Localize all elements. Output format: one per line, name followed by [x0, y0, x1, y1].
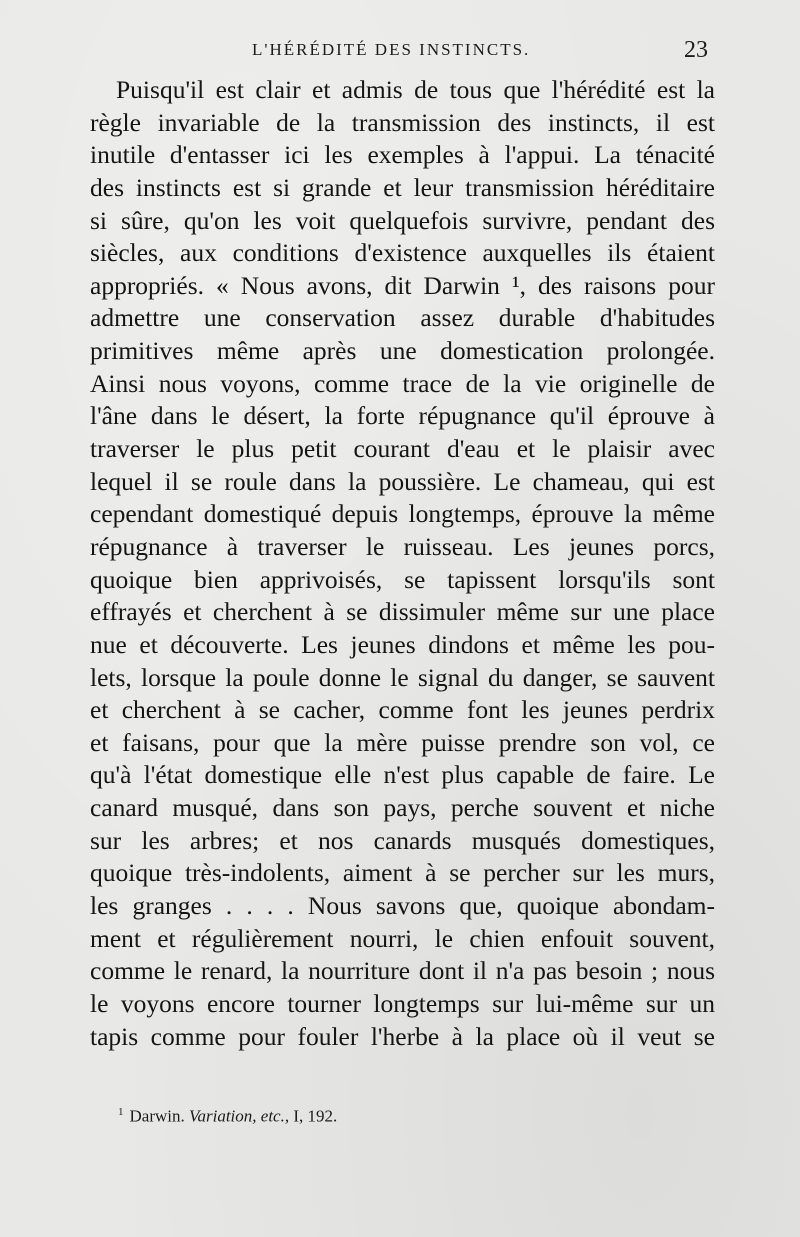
body-line: quoique bien apprivoisés, se tapissent lorsqu'ils sont [90, 564, 715, 594]
body-line: si sûre, qu'on les voit quelquefois survivre, pendant des [90, 205, 715, 235]
body-line: lequel il se roule dans la poussière. Le chameau, qui est [90, 466, 715, 496]
body-line: et cherchent à se cacher, comme font les jeunes perdrix [90, 695, 715, 725]
body-line: des instincts est si grande et leur transmission héréditaire [90, 172, 715, 202]
body-line: traverser le plus petit courant d'eau et le plaisir avec [90, 434, 715, 464]
body-line: canard musqué, dans son pays, perche souvent et niche [90, 793, 715, 823]
body-line: répugnance à traverser le ruisseau. Les jeunes porcs, [90, 531, 715, 561]
footnote-reference: I, 192. [293, 1106, 338, 1126]
body-line: les granges . . . . Nous savons que, quoique abondam- [90, 891, 715, 921]
footnote [118, 1106, 337, 1127]
body-line: l'âne dans le désert, la forte répugnance qu'il éprouve à [90, 401, 715, 431]
body-text [90, 74, 715, 1053]
body-line: Puisqu'il est clair et admis de tous que l'hérédité est la [116, 75, 715, 104]
body-line: qu'à l'état domestique elle n'est plus capable de faire. Le [90, 760, 715, 790]
body-line: nue et découverte. Les jeunes dindons et même les pou- [90, 629, 715, 659]
body-line: lets, lorsque la poule donne le signal du danger, se sauvent [90, 662, 715, 692]
body-line: inutile d'entasser ici les exemples à l'appui. La ténacité [90, 140, 715, 170]
body-line: siècles, aux conditions d'existence auxquelles ils étaient [90, 238, 715, 268]
body-line: ment et régulièrement nourri, le chien enfouit souvent, [90, 923, 715, 953]
footnote-author: Darwin. [129, 1106, 185, 1126]
body-line: primitives même après une domestication prolongée. [90, 336, 715, 366]
body-line: sur les arbres; et nos canards musqués domestiques, [90, 825, 715, 855]
body-line: cependant domestiqué depuis longtemps, éprouve la même [90, 499, 715, 529]
body-line: et faisans, pour que la mère puisse prendre son vol, ce [90, 727, 715, 757]
page-number: 23 [684, 37, 708, 63]
body-line: tapis comme pour fouler l'herbe à la place où il veut se [90, 1021, 715, 1051]
body-line: effrayés et cherchent à se dissimuler même sur une place [90, 597, 715, 627]
body-line: admettre une conservation assez durable d'habitudes [90, 303, 715, 333]
footnote-marker: 1 [118, 1106, 124, 1118]
body-line: le voyons encore tourner longtemps sur lui-même sur un [90, 988, 715, 1018]
footnote-title: Variation, etc., [188, 1106, 290, 1126]
body-line: appropriés. « Nous avons, dit Darwin ¹, des raisons pour [90, 270, 715, 300]
running-title: L'HÉRÉDITÉ DES INSTINCTS. [252, 40, 531, 59]
body-line: comme le renard, la nourriture dont il n'a pas besoin ; nous [90, 956, 715, 986]
body-line: quoique très-indolents, aiment à se percher sur les murs, [90, 858, 715, 888]
body-line: Ainsi nous voyons, comme trace de la vie originelle de [90, 368, 715, 398]
body-line: règle invariable de la transmission des instincts, il est [90, 107, 715, 137]
